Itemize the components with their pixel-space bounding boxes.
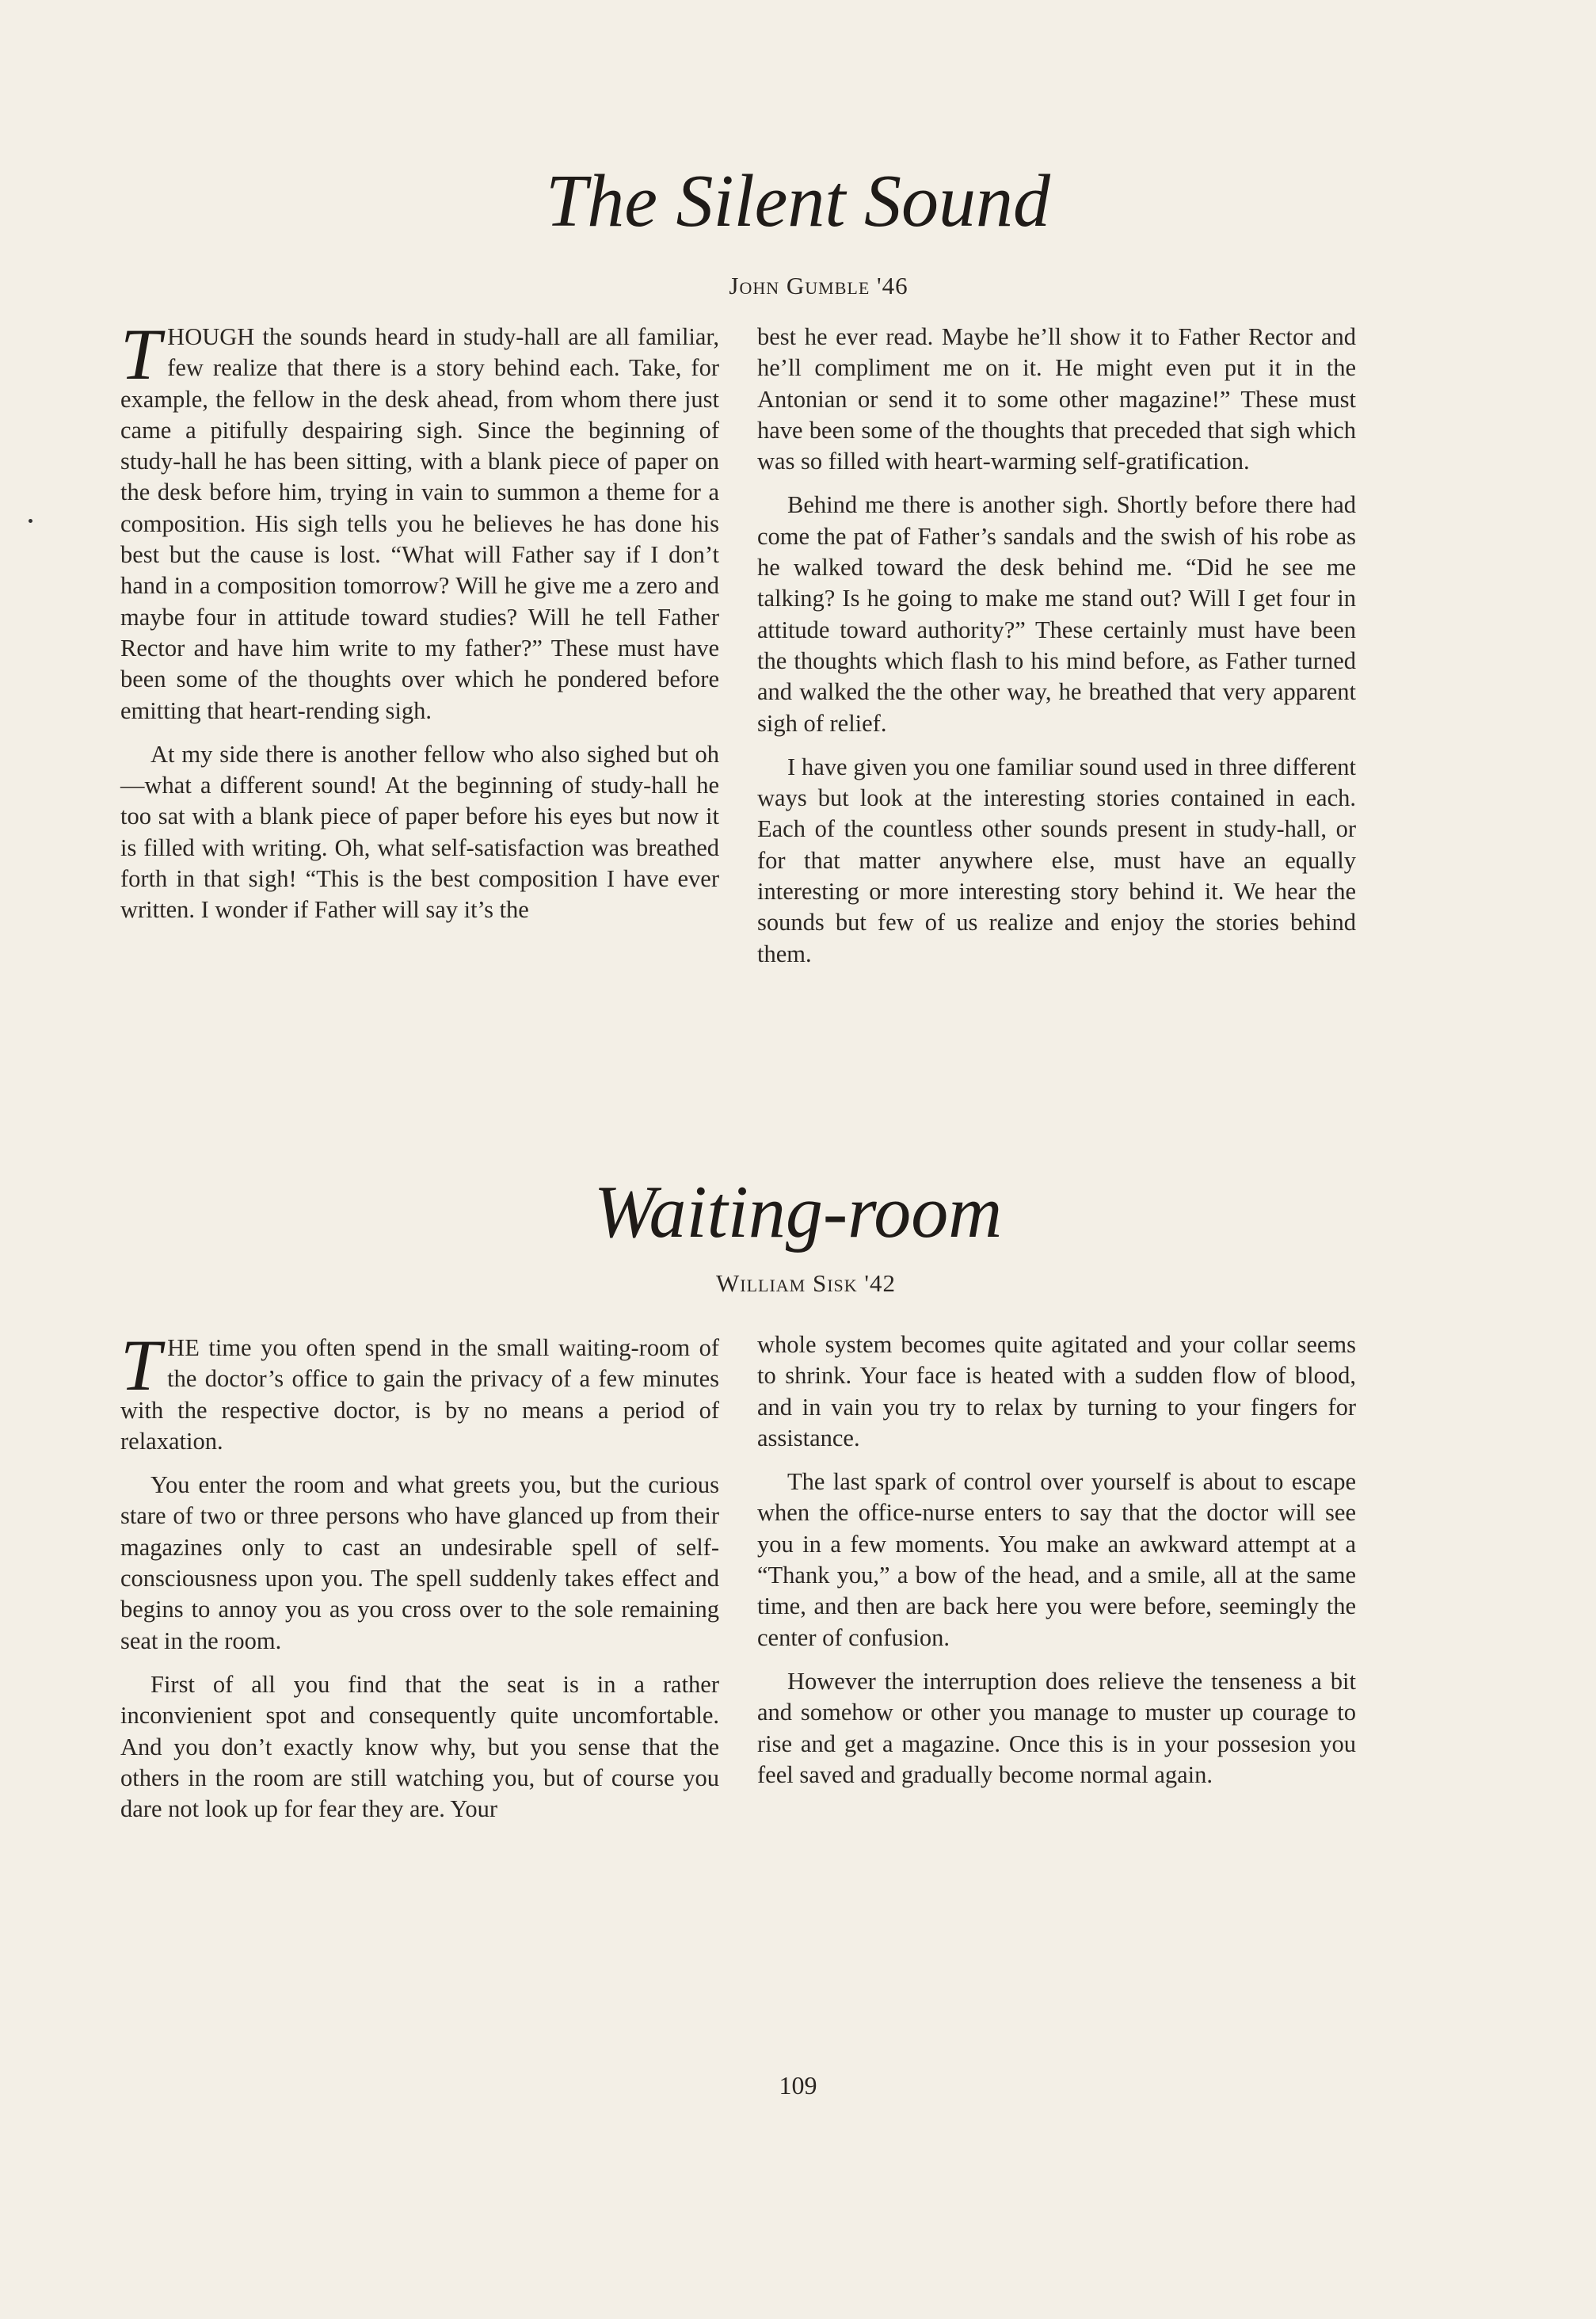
article-title: The Silent Sound — [545, 160, 1051, 242]
paragraph: THE time you often spend in the small waiting-room of the doctor’s office to gain the privacy of a few minutes with the respective doctor, is by no means a period of relaxation. — [120, 1325, 719, 1455]
ink-speck — [29, 519, 32, 523]
paragraph: At my side there is another fellow who also sighed but oh—what a different sound! At the beginning of study-hall he too sat with a blank piece of paper before his eyes but now it is filled with writing. Oh, what self-satisfaction was breathed forth in that sigh! “This is the best composition I have ever written. I wonder if Father will say it’s the — [120, 740, 719, 924]
paragraph: best he ever read. Maybe he’ll show it to Father Rector and he’ll compliment me on it. He might even put it in the Antonian or send it to some other magazine!” These must have been some of the thoughts that preceded that sigh which was so filled with heart-warming self-gratification. — [757, 323, 1356, 475]
drop-cap: T — [120, 314, 162, 395]
drop-cap: T — [120, 1325, 162, 1406]
article-column-left — [120, 314, 719, 939]
article-title: Waiting-room — [593, 1171, 1003, 1253]
article-column-right — [757, 322, 1356, 982]
paragraph: Behind me there is another sigh. Shortly before there had come the pat of Father’s sandals and the swish of his robe as he walked toward the desk behind me. “Did he see me talking? Is he going to make me stand out? Will I get four in attitude toward authority?” These certainly must have been the thoughts which flash to his mind before, as Father turned and walked the the other way, he breathed that very apparent sigh of relief. — [757, 491, 1356, 737]
paragraph: You enter the room and what greets you, but the curious stare of two or three persons who have glanced up from their magazines only to cast an undesirable spell of self-consciousness upon you. The spell suddenly takes effect and begins to annoy you as you cross over to the sole remaining seat in the room. — [120, 1471, 719, 1654]
article-column-left — [120, 1325, 719, 1837]
paragraph: However the interruption does relieve the tenseness a bit and somehow or other you manage to muster up courage to rise and get a magazine. Once this is in your possesion you feel saved and gradually become normal again. — [757, 1667, 1356, 1788]
paragraph: The last spark of control over yourself is about to escape when the office-nurse enters to say that the doctor will see you in a few moments. You make an awkward attempt at a “Thank you,” a bow of the head, and a smile, all at the same time, and then are back here you were before, seemingly the center of confusion. — [757, 1468, 1356, 1651]
article-byline: John Gumble '46 — [729, 272, 908, 299]
article-byline: William Sisk '42 — [715, 1269, 896, 1297]
article-column-right — [757, 1329, 1356, 1803]
paragraph: I have given you one familiar sound used in three different ways but look at the interesting stories contained in each. Each of the countless other sounds present in study-hall, or for that matter anywhere else, must have an equally interesting or more interesting story behind it. We hear the sounds but few of us realize and enjoy the stories behind them. — [757, 753, 1356, 967]
paragraph: whole system becomes quite agitated and your collar seems to shrink. Your face is heated with a sudden flow of blood, and in vain you try to relax by turning to your fingers for assistance. — [757, 1331, 1356, 1451]
paragraph: THOUGH the sounds heard in study-hall are all familiar, few realize that there is a story behind each. Take, for example, the fellow in the desk ahead, from whom there just came a pitifully despairing sigh. Since the beginning of study-hall he has been sitting, with a blank piece of paper on the desk before him, trying in vain to summon a theme for a composition. His sigh tells you he believes he has done his best but the cause is lost. “What will Father say if I don’t hand in a composition tomorrow? Will he give me a zero and maybe four in attitude toward studies? Will he tell Father Rector and have him write to my father?” These must have been some of the thoughts over which he pondered before emitting that heart-rending sigh. — [120, 314, 719, 724]
paragraph: First of all you find that the seat is in a rather inconvienient spot and consequently quite uncomfortable. And you don’t exactly know why, but you sense that the others in the room are still watching you, but of course you dare not look up for fear they are. Your — [120, 1670, 719, 1823]
page-number: 109 — [779, 2071, 817, 2100]
